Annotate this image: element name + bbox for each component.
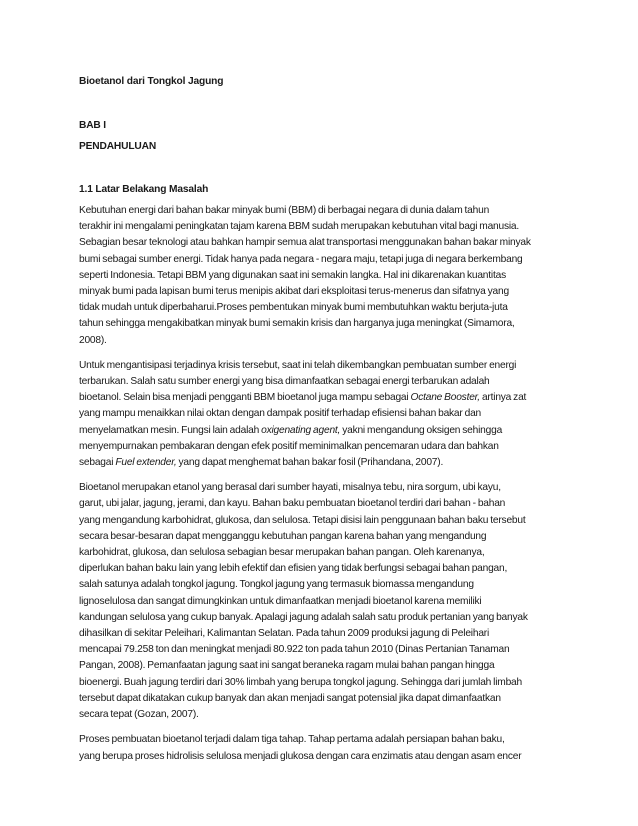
text-line: garut, ubi jalar, jagung, jerami, dan kayu. Bahan baku pembuatan bioetanol terdiri dari bahan - bahan <box>79 498 506 510</box>
text-line: yang berupa proses hidrolisis selulosa menjadi glukosa dengan cara enzimatis atau dengan asam encer <box>79 750 522 762</box>
text-line: Kebutuhan energi dari bahan bakar minyak bumi (BBM) di berbagai negara di dunia dalam tahun <box>79 205 490 216</box>
text-line: bioetanol. Selain bisa menjadi pengganti BBM bioetanol juga mampu sebagai Octane Booster, artinya zat <box>79 392 527 404</box>
text-line: dihasilkan di sekitar Peleihari, Kalimantan Selatan. Pada tahun 2009 produksi jagung di Peleihari <box>79 628 490 640</box>
text-line: terbarukan. Salah satu sumber energi yang bisa dimanfaatkan sebagai energi terbarukan adalah <box>79 376 490 388</box>
paragraph <box>79 480 598 723</box>
text-line: diperlukan bahan baku lain yang lebih efektif dan efisien yang tidak berfungsi sebagai bahan pangan, <box>79 563 508 575</box>
text-line: tidak mudah untuk diperbaharui.Proses pembentukan minyak bumi membutuhkan waktu berjuta-juta <box>79 302 508 314</box>
text-line: bumi sebagai sumber energi. Tidak hanya pada negara - negara maju, tetapi juga di negara berkembang <box>79 253 523 265</box>
text-line: bioenergi. Buah jagung terdiri dari 30% limbah yang berupa tongkol jagung. Sehingga dari jumlah limbah <box>79 676 522 688</box>
chapter-title: PENDAHULUAN <box>79 141 157 152</box>
text-line: karbohidrat, glukosa, dan selulosa sebagian besar merupakan bahan pangan. Oleh karenanya, <box>79 547 485 559</box>
text-line: minyak bumi pada lapisan bumi terus menipis akibat dari eksploitasi terus-menerus dan sifatnya yang <box>79 286 509 298</box>
text-line: tersebut dapat dikatakan cukup banyak dan akan menjadi sangat potensial jika dapat dimanfaatkan <box>79 692 501 704</box>
text-line: tahun sehingga mengakibatkan minyak bumi semakin krisis dan harganya juga meningkat (Simamora, <box>79 318 515 330</box>
text-line: terakhir ini mengalami peningkatan tajam karena BBM sudah merupakan kebutuhan vital bagi manusia. <box>79 221 520 233</box>
text-line: menyelamatkan mesin. Fungsi lain adalah oxigenating agent, yakni mengandung oksigen sehingga <box>79 424 503 436</box>
text-line: mencapai 79.258 ton dan meningkat menjadi 80.922 ton pada tahun 2010 (Dinas Pertanian Tanaman <box>79 644 510 656</box>
text-line: secara tepat (Gozan, 2007). <box>79 709 199 721</box>
document-title: Bioetanol dari Tongkol Jagung <box>79 76 224 87</box>
paragraph <box>79 358 598 471</box>
text-line: seperti Indonesia. Tetapi BBM yang digunakan saat ini semakin langka. Hal ini dikarenakan kuantitas <box>79 269 506 281</box>
text-line: yang mampu menaikkan nilai oktan dengan dampak positif terhadap efisiensi bahan bakar dan <box>79 408 482 420</box>
text-line: Untuk mengantisipasi terjadinya krisis tersebut, saat ini telah dikembangkan pembuatan sumber energi <box>79 359 517 371</box>
text-line: 2008). <box>79 334 107 346</box>
text-line: Proses pembuatan bioetanol terjadi dalam tiga tahap. Tahap pertama adalah persiapan bahan baku, <box>79 734 505 746</box>
text-line: kandungan selulosa yang cukup banyak. Apalagi jagung adalah salah satu produk pertanian yang banyak <box>79 611 528 623</box>
text-line: menyempurnakan pembakaran dengan efek positif meminimalkan pencemaran udara dan bahkan <box>79 440 499 452</box>
section-heading: 1.1 Latar Belakang Masalah <box>79 184 209 195</box>
text-line: lignoselulosa dan sangat dimungkinkan untuk dimanfaatkan menjadi bioetanol karena memiliki <box>79 595 482 607</box>
text-line: Bioetanol merupakan etanol yang berasal dari sumber hayati, misalnya tebu, nira sorgum, ubi kayu, <box>79 482 501 494</box>
text-line: sebagai Fuel extender, yang dapat menghemat bahan bakar fosil (Prihandana, 2007). <box>79 457 444 469</box>
text-line: salah satunya adalah tongkol jagung. Tongkol jagung yang termasuk biomassa mengandung <box>79 579 474 591</box>
text-line: Pangan, 2008). Pemanfaatan jagung saat ini sangat beraneka ragam mulai bahan pangan hingga <box>79 660 495 672</box>
chapter-number: BAB I <box>79 120 106 131</box>
paragraph <box>79 732 598 764</box>
text-line: yang mengandung karbohidrat, glukosa, dan selulosa. Tetapi disisi lain penggunaan bahan baku tersebut <box>79 514 526 526</box>
body-text <box>79 203 598 765</box>
paragraph <box>79 203 598 349</box>
text-line: secara besar-besaran dapat mengganggu kebutuhan pangan karena bahan yang mengandung <box>79 530 487 542</box>
text-line: Sebagian besar teknologi atau bahkan hampir semua alat transportasi menggunakan bahan bakar minyak <box>79 237 531 249</box>
